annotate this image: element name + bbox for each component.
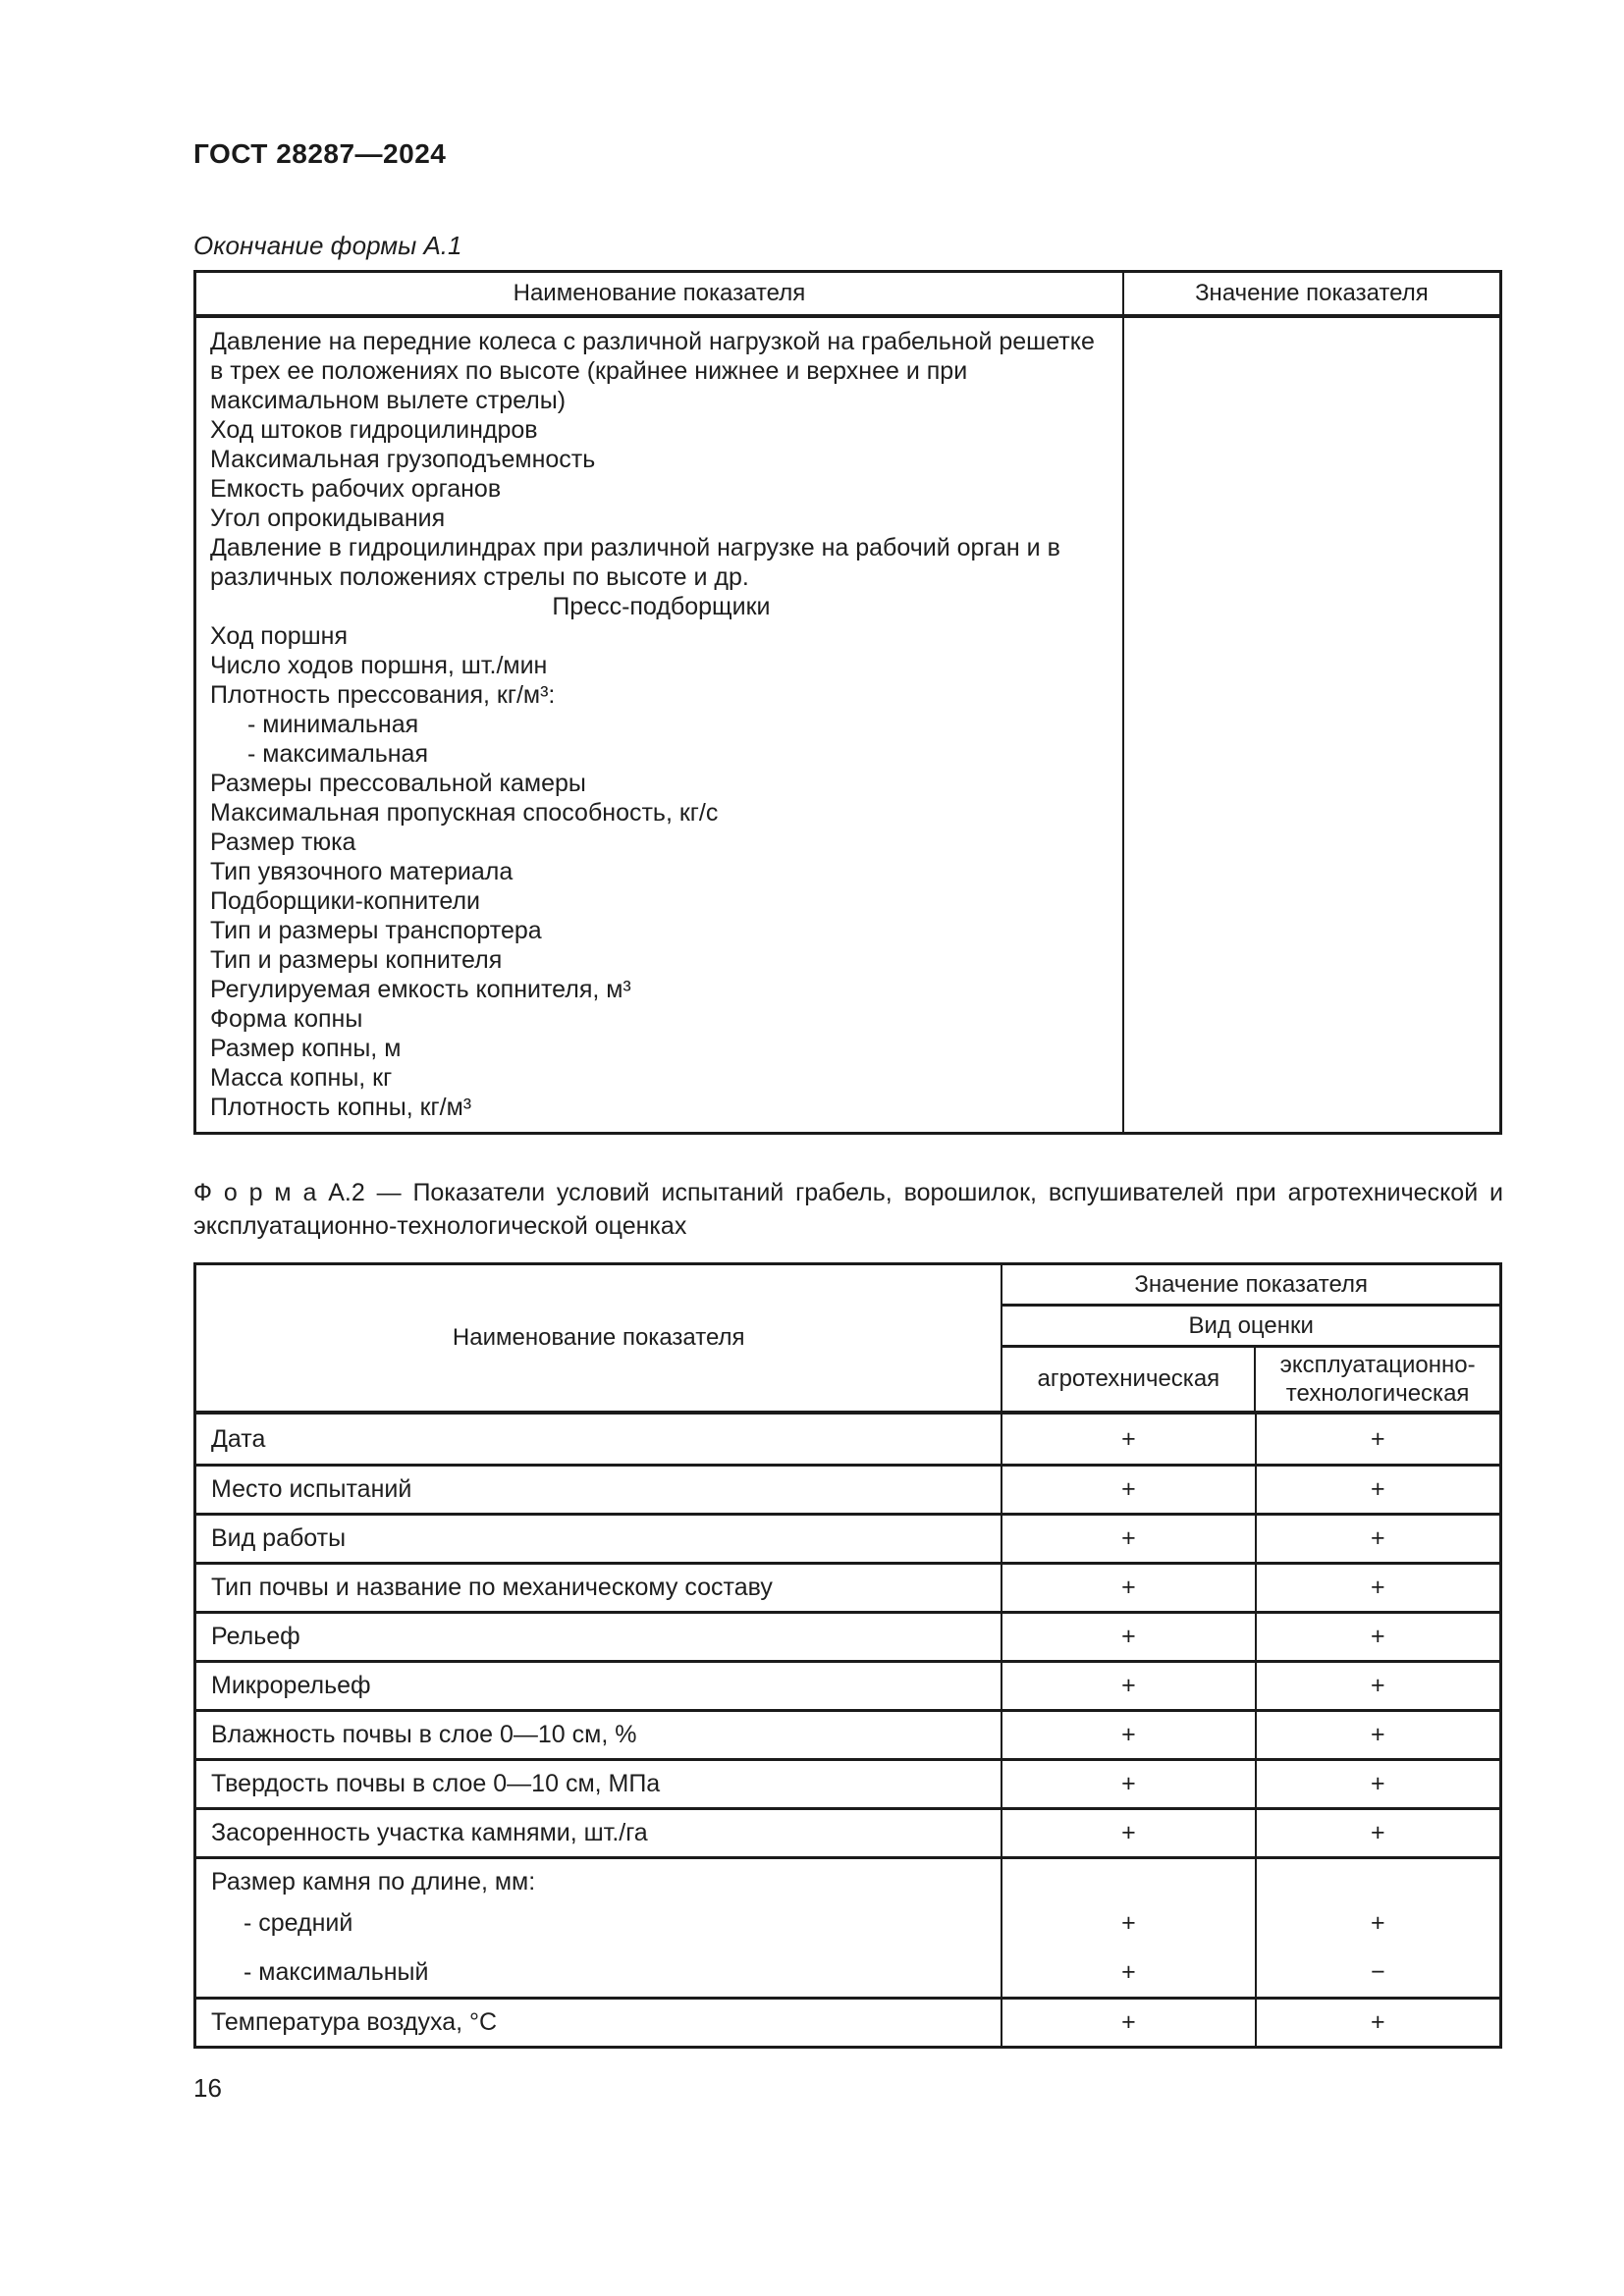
indicator-line: Угол опрокидывания <box>210 505 446 532</box>
table-row <box>196 1898 1499 1948</box>
indicator-line: Размер тюка <box>210 828 356 856</box>
form-a1-table <box>193 270 1502 1135</box>
table-row <box>196 1758 1499 1807</box>
indicator-line: Максимальная грузоподъемность <box>210 446 596 473</box>
indicator-line: - минимальная <box>247 711 419 738</box>
indicator-line: Тип и размеры транспортера <box>210 917 542 944</box>
expl-mark: + <box>1370 1672 1385 1699</box>
column-header-value: Значение показателя <box>1195 280 1429 306</box>
table-row <box>196 1948 1499 1997</box>
indicator-line: Размеры прессовальной камеры <box>210 770 586 797</box>
indicator-line: Тип и размеры копнителя <box>210 946 503 974</box>
row-label: Вид работы <box>196 1516 1002 1562</box>
indicator-line: Плотность копны, кг/м³ <box>210 1094 472 1121</box>
indicator-line: Емкость рабочих органов <box>210 475 502 503</box>
form-a1-table-body <box>196 318 1499 1132</box>
column-header-agro: агротехническая <box>1002 1348 1256 1411</box>
table-row <box>196 1415 1499 1464</box>
row-label: Рельеф <box>196 1614 1002 1660</box>
value-header-group <box>1002 1265 1499 1411</box>
column-header-name: Наименование показателя <box>196 1265 1002 1411</box>
indicator-line: Размер копны, м <box>210 1035 402 1062</box>
indicator-line: Форма копны <box>210 1005 363 1033</box>
agro-mark: + <box>1002 1898 1256 1948</box>
form-a1-end-caption: Окончание формы А.1 <box>193 231 462 260</box>
agro-mark <box>1002 1859 1256 1898</box>
agro-mark: + <box>1002 1948 1256 1997</box>
indicator-line: Масса копны, кг <box>210 1064 393 1092</box>
expl-mark: − <box>1370 1957 1385 1986</box>
form-a1-value-cell <box>1124 318 1499 1132</box>
table-row <box>196 1807 1499 1856</box>
agro-mark: + <box>1002 2000 1256 2046</box>
row-label: - максимальный <box>196 1948 1002 1997</box>
column-header-name: Наименование показателя <box>196 273 1124 314</box>
page-number: 16 <box>193 2073 222 2103</box>
expl-mark: + <box>1370 1770 1385 1797</box>
row-label: Место испытаний <box>196 1467 1002 1513</box>
form-a1-indicator-list <box>196 318 1124 1132</box>
agro-mark: + <box>1002 1415 1256 1464</box>
doc-code: ГОСТ 28287—2024 <box>193 138 447 169</box>
agro-mark: + <box>1002 1810 1256 1856</box>
column-header-expl: эксплуатационно-технологическая <box>1279 1352 1476 1407</box>
expl-mark: + <box>1370 1623 1385 1650</box>
expl-mark: + <box>1370 2008 1385 2036</box>
indicator-line: Давление на передние колеса с различной нагрузкой на грабельной решетке в трех ее положениях по высоте (крайнее нижнее и верхнее и при максимальном вылете стрелы) <box>210 328 1095 414</box>
row-label: Микрорельеф <box>196 1663 1002 1709</box>
indicator-line: Плотность прессования, кг/м³: <box>210 681 556 709</box>
agro-mark: + <box>1002 1516 1256 1562</box>
indicator-line: - максимальная <box>247 740 428 768</box>
column-header-value-group: Значение показателя <box>1002 1265 1499 1307</box>
agro-mark: + <box>1002 1614 1256 1660</box>
row-label: Размер камня по длине, мм: <box>196 1859 1002 1898</box>
row-label: Тип почвы и название по механическому составу <box>196 1565 1002 1611</box>
indicator-line: Подборщики-копнители <box>210 887 481 915</box>
row-label: Влажность почвы в слое 0—10 см, % <box>196 1712 1002 1758</box>
expl-mark: + <box>1370 1424 1385 1453</box>
indicator-line: Пресс-подборщики <box>552 593 771 620</box>
agro-mark: + <box>1002 1565 1256 1611</box>
expl-mark: + <box>1370 1574 1385 1601</box>
agro-mark: + <box>1002 1712 1256 1758</box>
indicator-line: Максимальная пропускная способность, кг/с <box>210 799 719 827</box>
row-label: Засоренность участка камнями, шт./га <box>196 1810 1002 1856</box>
table-row <box>196 1611 1499 1660</box>
row-label: Температура воздуха, °С <box>196 2000 1002 2046</box>
row-label: - средний <box>196 1898 1002 1948</box>
agro-mark: + <box>1002 1663 1256 1709</box>
table-row <box>196 1562 1499 1611</box>
agro-mark: + <box>1002 1467 1256 1513</box>
kind-subcolumns <box>1002 1348 1499 1411</box>
row-label: Дата <box>196 1415 1002 1464</box>
indicator-line: Число ходов поршня, шт./мин <box>210 652 548 679</box>
table-row <box>196 1513 1499 1562</box>
table-row <box>196 1997 1499 2046</box>
indicator-line: Ход поршня <box>210 622 349 650</box>
indicator-line: Регулируемая емкость копнителя, м³ <box>210 976 631 1003</box>
expl-mark: + <box>1370 1908 1385 1937</box>
table-row <box>196 1464 1499 1513</box>
indicator-line: Ход штоков гидроцилиндров <box>210 416 538 444</box>
expl-mark: + <box>1370 1475 1385 1503</box>
expl-mark <box>1257 1859 1499 1898</box>
form-a2-rows <box>196 1415 1499 2046</box>
row-label: Твердость почвы в слое 0—10 см, МПа <box>196 1761 1002 1807</box>
table-row <box>196 1709 1499 1758</box>
agro-mark: + <box>1002 1761 1256 1807</box>
expl-mark: + <box>1370 1524 1385 1552</box>
indicator-line: Тип увязочного материала <box>210 858 514 885</box>
form-a2-table <box>193 1262 1502 2049</box>
form-a1-table-header <box>196 273 1499 314</box>
form-a2-table-header <box>196 1265 1499 1411</box>
indicator-line: Давление в гидроцилиндрах при различной нагрузке на рабочий орган и в различных положениях стрелы по высоте и др. <box>210 534 1060 591</box>
column-header-kind-group: Вид оценки <box>1002 1307 1499 1348</box>
expl-mark: + <box>1370 1721 1385 1748</box>
form-a2-caption: Ф о р м а А.2 — Показатели условий испытаний грабель, ворошилок, вспушивателей при агротехнической и эксплуатационно-технологической оценках <box>193 1179 1503 1240</box>
expl-mark: + <box>1370 1819 1385 1846</box>
table-row <box>196 1660 1499 1709</box>
table-row <box>196 1856 1499 1898</box>
